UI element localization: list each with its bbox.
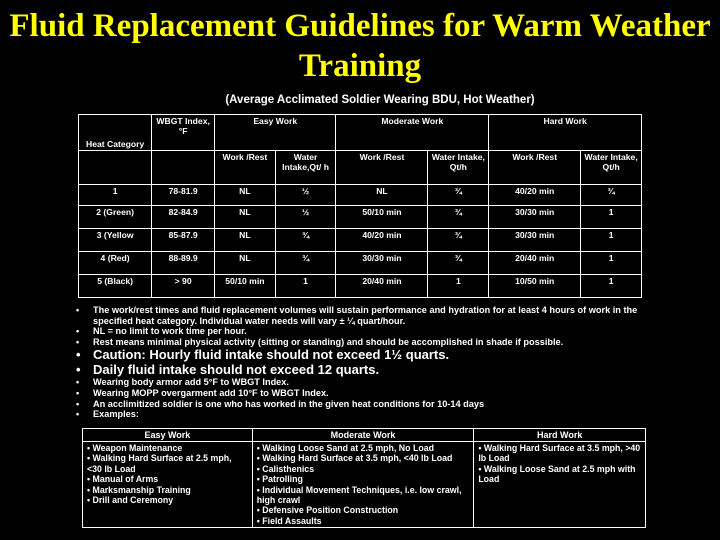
header-wbgt: WBGT Index, °F (152, 115, 215, 151)
page-title: Fluid Replacement Guidelines for Warm Weather Training (9, 8, 711, 84)
cell-easy-water: ¾ (275, 252, 336, 275)
examples-easy-cell (83, 442, 253, 528)
examples-header-hard: Hard Work (474, 429, 646, 442)
subtitle: (Average Acclimated Soldier Wearing BDU, Hot Weather) (225, 94, 535, 106)
cell-moderate-water: ¾ (428, 206, 489, 229)
example-item: • Calisthenics (256, 463, 315, 474)
example-item: • Individual Movement Techniques, i.e. low crawl, high crawl (256, 484, 462, 506)
notes-list (76, 305, 676, 420)
header-easy-work: Easy Work (215, 115, 336, 151)
header-hard-work: Hard Work (489, 115, 642, 151)
cell-easy-water: 1 (275, 275, 336, 298)
cell-hard-water: 1 (581, 229, 642, 252)
cell-wbgt: 85-87.9 (152, 229, 215, 252)
cell-wbgt: 82-84.9 (152, 206, 215, 229)
example-item: • Walking Loose Sand at 2.5 mph with Load (478, 463, 636, 485)
header-heat-category: Heat Category (79, 115, 152, 151)
table-row (79, 229, 642, 252)
caution-item: • Caution: Hourly fluid intake should not exceed 1½ quarts. (76, 347, 450, 363)
note-item: • The work/rest times and fluid replacement volumes will sustain performance and hydration for at least 4 hours of work in the specified heat category. Individual water needs will vary ± ¼ quart/hour. (76, 305, 638, 326)
cell-category: 2 (Green) (79, 206, 152, 229)
cell-hard-water: ¾ (581, 185, 642, 206)
examples-header-moderate: Moderate Work (252, 429, 474, 442)
example-item: • Manual of Arms (87, 474, 159, 485)
note-item: • NL = no limit to work time per hour. (76, 326, 247, 337)
cell-hard-work-rest: 20/40 min (489, 252, 581, 275)
examples-hard-cell (474, 442, 646, 528)
cell-moderate-water: 1 (428, 275, 489, 298)
cell-hard-work-rest: 30/30 min (489, 229, 581, 252)
cell-easy-work-rest: NL (215, 229, 276, 252)
cell-moderate-work-rest: NL (336, 185, 428, 206)
cell-easy-work-rest: NL (215, 252, 276, 275)
cell-hard-work-rest: 40/20 min (489, 185, 581, 206)
example-item: • Defensive Position Construction (256, 505, 399, 516)
table-row (79, 185, 642, 206)
example-item: • Marksmanship Training (87, 484, 191, 495)
header-moderate-work: Moderate Work (336, 115, 489, 151)
cell-wbgt: > 90 (152, 275, 215, 298)
note-item: • Wearing body armor add 5°F to WBGT Index. (76, 377, 289, 388)
example-item: • Drill and Ceremony (87, 495, 174, 506)
cell-hard-water: 1 (581, 275, 642, 298)
cell-hard-water: 1 (581, 252, 642, 275)
table-row (79, 252, 642, 275)
example-item: • Field Assaults (256, 515, 322, 526)
cell-easy-water: ½ (275, 206, 336, 229)
header-empty (152, 151, 215, 185)
example-item: • Walking Loose Sand at 2.5 mph, No Load (256, 443, 434, 453)
cell-category: 5 (Black) (79, 275, 152, 298)
cell-hard-work-rest: 30/30 min (489, 206, 581, 229)
note-item: • Wearing MOPP overgarment add 10°F to WBGT Index. (76, 387, 329, 398)
example-item: • Walking Hard Surface at 2.5 mph, <30 lb Load (87, 453, 232, 474)
cell-hard-work-rest: 10/50 min (489, 275, 581, 298)
cell-moderate-water: ¾ (428, 229, 489, 252)
header-water-intake: Water Intake, Qt/h (581, 151, 642, 185)
caution-item: • Daily fluid intake should not exceed 12 quarts. (76, 362, 380, 378)
table-row (79, 206, 642, 229)
cell-category: 4 (Red) (79, 252, 152, 275)
cell-wbgt: 88-89.9 (152, 252, 215, 275)
cell-easy-work-rest: NL (215, 185, 276, 206)
cell-hard-water: 1 (581, 206, 642, 229)
header-empty (79, 151, 152, 185)
cell-moderate-work-rest: 20/40 min (336, 275, 428, 298)
header-work-rest: Work /Rest (489, 151, 581, 185)
examples-header-easy: Easy Work (83, 429, 253, 442)
note-item: • Rest means minimal physical activity (sitting or standing) and should be accomplished in shade if possible. (76, 336, 564, 347)
header-work-rest: Work /Rest (336, 151, 428, 185)
fluid-table (78, 114, 642, 298)
example-item: • Walking Hard Surface at 3.5 mph, >40 lb Load (478, 443, 641, 464)
example-item: • Weapon Maintenance (87, 443, 183, 453)
cell-moderate-work-rest: 30/30 min (336, 252, 428, 275)
cell-category: 1 (79, 185, 152, 206)
cell-moderate-water: ¾ (428, 185, 489, 206)
table-row (79, 275, 642, 298)
cell-category: 3 (Yellow (79, 229, 152, 252)
examples-table (82, 428, 646, 528)
cell-easy-water: ¾ (275, 229, 336, 252)
note-item: • Examples: (76, 409, 139, 420)
cell-easy-work-rest: 50/10 min (215, 275, 276, 298)
cell-wbgt: 78-81.9 (152, 185, 215, 206)
examples-moderate-cell (252, 442, 474, 528)
header-water-intake: Water Intake,Qt/ h (275, 151, 336, 185)
example-item: • Patrolling (256, 474, 303, 485)
example-item: • Walking Hard Surface at 3.5 mph, <40 lb Load (256, 453, 453, 464)
cell-moderate-work-rest: 40/20 min (336, 229, 428, 252)
cell-moderate-water: ¾ (428, 252, 489, 275)
cell-moderate-work-rest: 50/10 min (336, 206, 428, 229)
header-water-intake: Water Intake, Qt/h (428, 151, 489, 185)
header-work-rest: Work /Rest (215, 151, 276, 185)
cell-easy-work-rest: NL (215, 206, 276, 229)
note-item: • An acclimitized soldier is one who has worked in the given heat conditions for 10-14 days (76, 398, 485, 409)
cell-easy-water: ½ (275, 185, 336, 206)
